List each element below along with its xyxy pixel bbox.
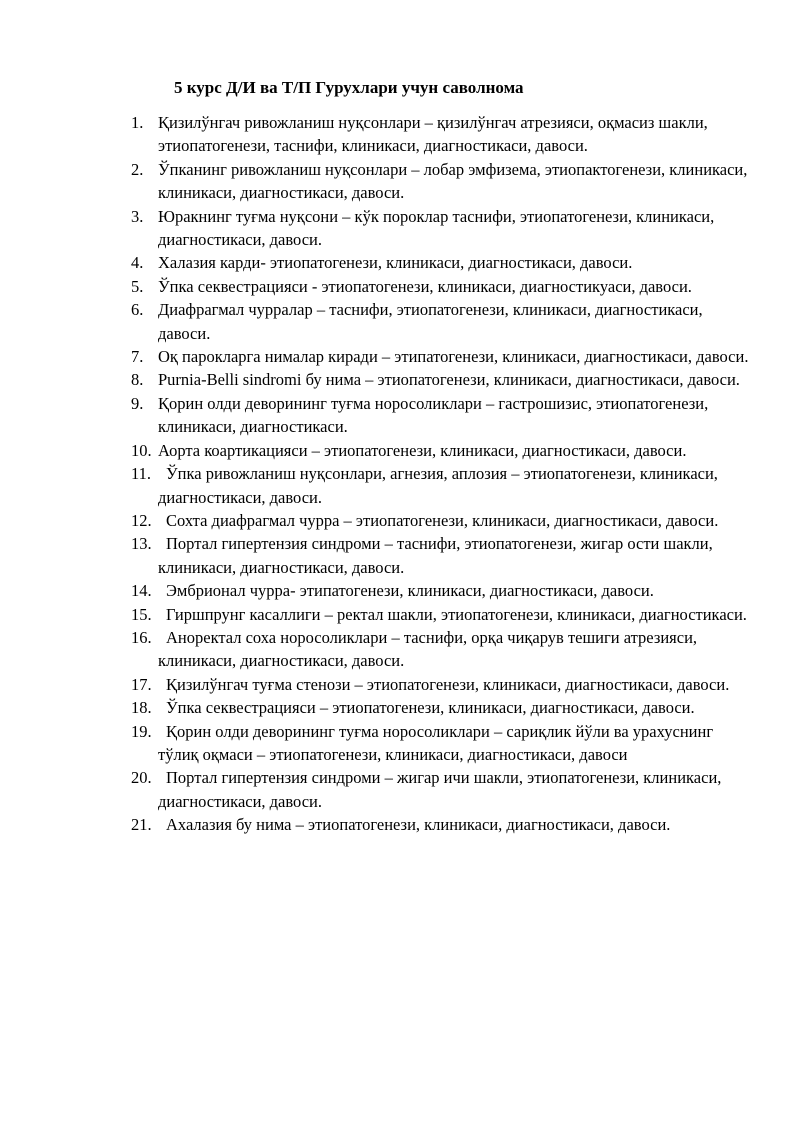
list-number: 19. — [131, 721, 152, 741]
list-item-text: Сохта диафрагмал чурра – этиопатогенези, клиникаси, диагностикаси, давоси. — [166, 510, 719, 530]
list-number: 4. — [131, 253, 144, 273]
list-item-text: Оқ парокларга нималар киради – этипатогенези, клиникаси, диагностикаси, давоси. — [158, 347, 749, 367]
list-item — [131, 439, 751, 462]
list-item-text: Ўпканинг ривожланиш нуқсонлари – лобар эмфизема, этиопактогенези, клиникаси, клиникаси, диагностикаси, давоси. — [158, 159, 748, 203]
list-number: 14. — [131, 581, 152, 601]
list-number: 10. — [131, 440, 152, 460]
list-item — [131, 766, 751, 813]
list-item — [131, 111, 751, 158]
list-number: 15. — [131, 604, 152, 624]
list-number: 9. — [131, 393, 144, 413]
list-item-text: Қорин олди деворининг туғма норосоликлари – сариқлик йўли ва урахуснинг тўлиқ оқмаси – этиопатогенези, клиникаси, диагностикаси, давоси — [158, 721, 714, 764]
list-number: 5. — [131, 276, 144, 296]
list-item-text: Ахалазия бу нима – этиопатогенези, клиникаси, диагностикаси, давоси. — [166, 815, 671, 835]
list-number: 18. — [131, 698, 152, 718]
list-item — [131, 275, 751, 298]
list-item — [131, 345, 751, 368]
list-item-text: Қизилўнгач туғма стенози – этиопатогенези, клиникаси, диагностикаси, давоси. — [166, 674, 730, 694]
list-item-text: Қорин олди деворининг туғма норосоликлари – гастрошизис, этиопатогенези, клиникаси, диагностикаси. — [158, 393, 709, 437]
list-item-text: Портал гипертензия синдроми – таснифи, этиопатогенези, жигар ости шакли, клиникаси, диагностикаси, давоси. — [158, 534, 713, 577]
list-item-text: Юракнинг туғма нуқсони – кўк пороклар таснифи, этиопатогенези, клиникаси, диагностикаси, давоси. — [158, 206, 715, 250]
list-item — [131, 532, 751, 579]
page-title: 5 курс Д/И ва Т/П Гурухлари учун саволнома — [174, 78, 524, 97]
list-number: 17. — [131, 674, 152, 694]
list-item-text: Аноректал соха норосоликлари – таснифи, орқа чиқарув тешиги атрезияси, клиникаси, диагностикаси, давоси. — [158, 627, 698, 671]
list-number: 3. — [131, 206, 144, 226]
list-item-text: Purnia-Belli sindromi бу нима – этиопатогенези, клиникаси, диагностикаси, давоси. — [158, 370, 740, 390]
list-item — [131, 462, 751, 509]
list-item-text: Аорта коартикацияси – этиопатогенези, клиникаси, диагностикаси, давоси. — [158, 440, 687, 460]
list-number: 6. — [131, 300, 144, 320]
list-item — [131, 509, 751, 532]
list-item — [131, 298, 751, 345]
list-item — [131, 368, 751, 391]
list-item-text: Гиршпрунг касаллиги – ректал шакли, этиопатогенези, клиникаси, диагностикаси. — [166, 604, 747, 624]
list-item — [131, 251, 751, 274]
list-item — [131, 158, 751, 205]
list-item-text: Портал гипертензия синдроми – жигар ичи шакли, этиопатогенези, клиникаси, диагностикаси, давоси. — [158, 768, 722, 811]
list-item-text: Қизилўнгач ривожланиш нуқсонлари – қизилўнгач атрезияси, оқмасиз шакли, этиопатогенези, таснифи, клиникаси, диагностикаси, давоси. — [158, 113, 708, 156]
list-item — [131, 673, 751, 696]
list-item — [131, 603, 751, 626]
list-item-text: Эмбрионал чурра- этипатогенези, клиникаси, диагностикаси, давоси. — [166, 581, 654, 601]
list-item — [131, 813, 751, 836]
list-item-text: Ўпка ривожланиш нуқсонлари, агнезия, аплозия – этиопатогенези, клиникаси, диагностикаси, давоси. — [158, 464, 718, 507]
list-number: 8. — [131, 370, 144, 390]
question-list — [131, 111, 751, 837]
list-item — [131, 720, 751, 767]
list-number: 13. — [131, 534, 152, 554]
list-number: 11. — [131, 464, 152, 484]
list-item — [131, 579, 751, 602]
list-number: 12. — [131, 510, 152, 530]
list-item — [131, 205, 751, 252]
list-item-text: Халазия карди- этиопатогенези, клиникаси, диагностикаси, давоси. — [158, 253, 633, 273]
list-number: 2. — [131, 159, 144, 179]
list-number: 20. — [131, 768, 152, 788]
list-item-text: Ўпка секвестрацияси – этиопатогенези, клиникаси, диагностикаси, давоси. — [166, 698, 695, 718]
list-item-text: Диафрагмал чурралар – таснифи, этиопатогенези, клиникаси, диагностикаси, давоси. — [158, 300, 703, 343]
list-item-text: Ўпка секвестрацияси - этиопатогенези, клиникаси, диагностикуаси, давоси. — [158, 276, 692, 296]
list-item — [131, 696, 751, 719]
list-item — [131, 392, 751, 439]
list-number: 1. — [131, 113, 144, 132]
list-item — [131, 626, 751, 673]
list-number: 16. — [131, 627, 152, 647]
list-number: 7. — [131, 347, 144, 367]
list-number: 21. — [131, 815, 152, 835]
